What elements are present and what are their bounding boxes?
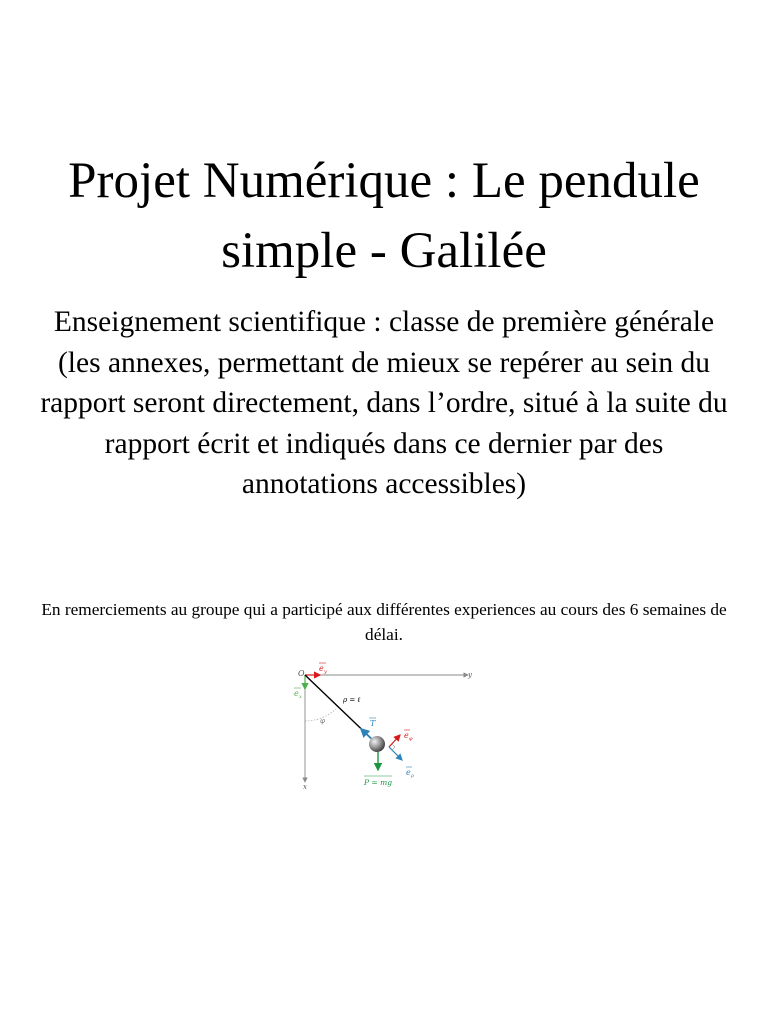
origin-label: O bbox=[298, 669, 305, 678]
svg-text:e: e bbox=[294, 689, 299, 698]
svg-text:T: T bbox=[370, 719, 376, 728]
acknowledgement-text: En remerciements au groupe qui a participé aux différentes experiences au cours des 6 semaines de délai. bbox=[41, 600, 727, 644]
document-title: Projet Numérique : Le pendule simple - Galilée bbox=[68, 153, 700, 279]
x-axis-label: x bbox=[303, 783, 307, 791]
ey-label bbox=[319, 663, 327, 675]
phi-label: φ bbox=[320, 717, 325, 725]
svg-text:P = mg: P = mg bbox=[364, 778, 393, 787]
ephi-vector bbox=[389, 735, 400, 747]
ephi-label bbox=[404, 730, 413, 742]
svg-text:e: e bbox=[319, 664, 324, 673]
rho-label: ρ = ℓ bbox=[343, 696, 361, 704]
weight-label bbox=[363, 776, 392, 787]
erho-vector bbox=[389, 747, 402, 760]
tension-label bbox=[369, 718, 376, 728]
pendulum-bob bbox=[369, 736, 385, 752]
svg-text:ρ: ρ bbox=[411, 773, 414, 779]
right-angle-marker bbox=[392, 744, 395, 750]
svg-text:x: x bbox=[299, 694, 302, 700]
pendulum-diagram bbox=[288, 660, 480, 792]
y-axis-label: y bbox=[468, 671, 472, 679]
svg-text:e: e bbox=[404, 731, 409, 740]
document-subtitle: Enseignement scientifique : classe de première générale (les annexes, permettant de mieux se repérer au sein du rapport seront directement, dans l’ordre, situé à la suite du rapport écrit et indiqués dans ce dernier par des annotations accessibles) bbox=[40, 306, 728, 500]
ex-label bbox=[294, 688, 302, 700]
erho-label bbox=[406, 767, 414, 779]
svg-text:e: e bbox=[406, 768, 411, 777]
svg-text:φ: φ bbox=[409, 736, 413, 742]
svg-text:y: y bbox=[324, 669, 327, 675]
